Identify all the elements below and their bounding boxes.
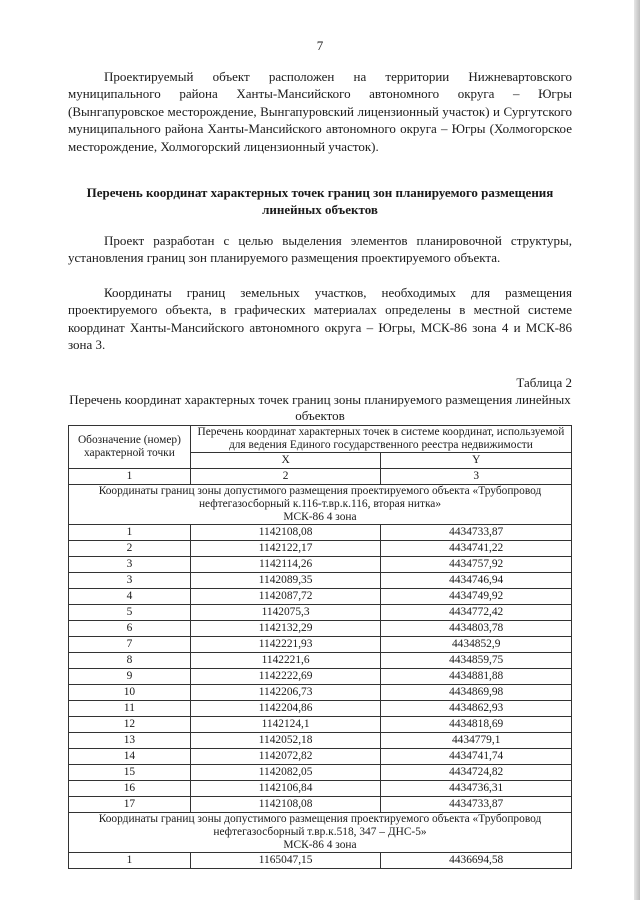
section-heading: Перечень координат характерных точек границ зон планируемого размещения линейных объектов xyxy=(86,185,554,217)
table-row xyxy=(69,669,572,685)
table-row xyxy=(69,525,572,541)
x-coordinate-cell: 1142221,93 xyxy=(190,637,381,653)
column-number-row xyxy=(69,469,572,485)
point-number-cell: 3 xyxy=(69,557,191,573)
x-coordinate-cell: 1142222,69 xyxy=(190,669,381,685)
point-number-cell: 8 xyxy=(69,653,191,669)
point-number-cell: 9 xyxy=(69,669,191,685)
y-coordinate-cell: 4434757,92 xyxy=(381,557,572,573)
section-title-row xyxy=(69,485,572,525)
y-coordinate-cell: 4434818,69 xyxy=(381,717,572,733)
y-coordinate-cell: 4434736,31 xyxy=(381,781,572,797)
column-number: 1 xyxy=(69,469,191,485)
section-object-name: Координаты границ зоны допустимого размещения проектируемого объекта «Трубопровод нефтегазосборный т.вр.к.518, 347 – ДНС-5» xyxy=(98,813,542,838)
purpose-paragraph: Проект разработан с целью выделения элементов планировочной структуры, установления границ зон планируемого размещения проектируемого объекта. xyxy=(68,233,572,266)
y-coordinate-cell: 4434733,87 xyxy=(381,525,572,541)
y-coordinate-cell: 4434741,74 xyxy=(381,749,572,765)
y-coordinate-cell: 4434859,75 xyxy=(381,653,572,669)
x-coordinate-cell: 1142221,6 xyxy=(190,653,381,669)
table-row xyxy=(69,749,572,765)
point-number-cell: 1 xyxy=(69,853,191,869)
table-row xyxy=(69,853,572,869)
point-number-cell: 1 xyxy=(69,525,191,541)
section-title xyxy=(69,813,572,853)
column-number: 3 xyxy=(381,469,572,485)
y-coordinate-cell: 4434724,82 xyxy=(381,765,572,781)
x-coordinate-cell: 1142082,05 xyxy=(190,765,381,781)
x-coordinate-cell: 1142124,1 xyxy=(190,717,381,733)
point-number-cell: 3 xyxy=(69,573,191,589)
y-coordinate-cell: 4434862,93 xyxy=(381,701,572,717)
point-number-cell: 17 xyxy=(69,797,191,813)
x-coordinate-cell: 1142089,35 xyxy=(190,573,381,589)
header-coordinates: Перечень координат характерных точек в системе координат, используемой для ведения Единого государственного реестра недвижимости xyxy=(190,426,571,453)
point-number-cell: 12 xyxy=(69,717,191,733)
y-coordinate-cell: 4434881,88 xyxy=(381,669,572,685)
section-zone: МСК-86 4 зона xyxy=(283,839,357,851)
table-row xyxy=(69,573,572,589)
y-coordinate-cell: 4434869,98 xyxy=(381,685,572,701)
x-coordinate-cell: 1142108,08 xyxy=(190,797,381,813)
x-coordinate-cell: 1142106,84 xyxy=(190,781,381,797)
point-number-cell: 11 xyxy=(69,701,191,717)
section-title xyxy=(69,485,572,525)
table-row xyxy=(69,781,572,797)
section-zone: МСК-86 4 зона xyxy=(283,511,357,523)
section-object-name: Координаты границ зоны допустимого размещения проектируемого объекта «Трубопровод нефтегазосборный к.116-т.вр.к.116, вторая нитка» xyxy=(98,485,542,510)
y-coordinate-cell: 4434779,1 xyxy=(381,733,572,749)
point-number-cell: 4 xyxy=(69,589,191,605)
x-coordinate-cell: 1142072,82 xyxy=(190,749,381,765)
table-row xyxy=(69,557,572,573)
y-coordinate-cell: 4436694,58 xyxy=(381,853,572,869)
table-row xyxy=(69,589,572,605)
point-number-cell: 16 xyxy=(69,781,191,797)
section-title-row xyxy=(69,813,572,853)
y-coordinate-cell: 4434852,9 xyxy=(381,637,572,653)
table-label: Таблица 2 xyxy=(516,375,572,390)
x-coordinate-cell: 1142075,3 xyxy=(190,605,381,621)
table-row xyxy=(69,765,572,781)
y-coordinate-cell: 4434746,94 xyxy=(381,573,572,589)
header-point-number: Обозначение (номер) характерной точки xyxy=(69,426,191,469)
point-number-cell: 15 xyxy=(69,765,191,781)
x-coordinate-cell: 1142087,72 xyxy=(190,589,381,605)
table-row xyxy=(69,797,572,813)
x-coordinate-cell: 1142108,08 xyxy=(190,525,381,541)
table-row xyxy=(69,701,572,717)
point-number-cell: 5 xyxy=(69,605,191,621)
coordinates-paragraph: Координаты границ земельных участков, необходимых для размещения проектируемого объекта, в графических материалах определены в местной системе координат Ханты-Мансийского автономного округа – Югры, МСК-86 зона 4 и МСК-86 зона 3. xyxy=(68,285,572,353)
page-number: 7 xyxy=(316,38,324,53)
x-coordinate-cell: 1142132,29 xyxy=(190,621,381,637)
point-number-cell: 7 xyxy=(69,637,191,653)
intro-paragraph: Проектируемый объект расположен на территории Нижневартовского муниципального района Ханты-Мансийского автономного округа – Югры (Вынгапуровское месторождение, Вынгапуровский лицензионный участок) и Сургутского муниципального района Ханты-Мансийского автономного округа – Югры (Холмогорское месторождение, Холмогорский лицензионный участок). xyxy=(68,69,572,154)
point-number-cell: 10 xyxy=(69,685,191,701)
y-coordinate-cell: 4434749,92 xyxy=(381,589,572,605)
table-row xyxy=(69,541,572,557)
x-coordinate-cell: 1142052,18 xyxy=(190,733,381,749)
point-number-cell: 14 xyxy=(69,749,191,765)
point-number-cell: 13 xyxy=(69,733,191,749)
x-coordinate-cell: 1142114,26 xyxy=(190,557,381,573)
x-coordinate-cell: 1165047,15 xyxy=(190,853,381,869)
page-edge-shadow xyxy=(634,0,640,900)
y-coordinate-cell: 4434803,78 xyxy=(381,621,572,637)
table-header-row xyxy=(69,426,572,453)
table-row xyxy=(69,717,572,733)
table-row xyxy=(69,605,572,621)
column-number: 2 xyxy=(190,469,381,485)
table-row xyxy=(69,621,572,637)
header-x: X xyxy=(190,453,381,469)
coordinates-table xyxy=(68,425,572,869)
table-row xyxy=(69,685,572,701)
table-title: Перечень координат характерных точек границ зоны планируемого размещения линейных объектов xyxy=(69,392,571,423)
table-row xyxy=(69,733,572,749)
y-coordinate-cell: 4434733,87 xyxy=(381,797,572,813)
x-coordinate-cell: 1142122,17 xyxy=(190,541,381,557)
point-number-cell: 6 xyxy=(69,621,191,637)
x-coordinate-cell: 1142206,73 xyxy=(190,685,381,701)
x-coordinate-cell: 1142204,86 xyxy=(190,701,381,717)
header-y: Y xyxy=(381,453,572,469)
y-coordinate-cell: 4434741,22 xyxy=(381,541,572,557)
point-number-cell: 2 xyxy=(69,541,191,557)
y-coordinate-cell: 4434772,42 xyxy=(381,605,572,621)
table-row xyxy=(69,637,572,653)
table-row xyxy=(69,653,572,669)
